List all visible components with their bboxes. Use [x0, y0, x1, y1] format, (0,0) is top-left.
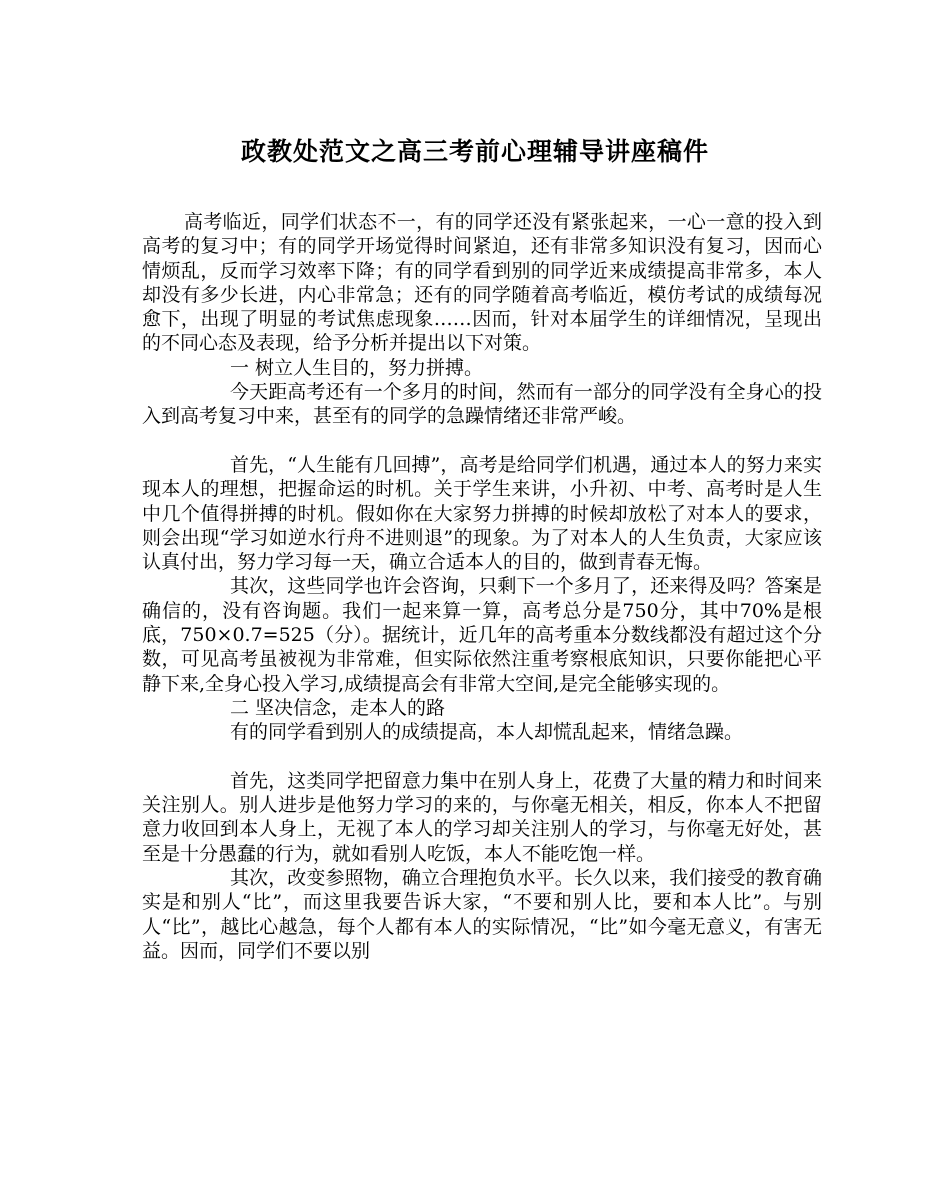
document-body — [142, 210, 822, 963]
section-2-heading: 二 坚决信念，走本人的路 — [230, 696, 446, 719]
intro-paragraph: 高考临近，同学们状态不一，有的同学还没有紧张起来，一心一意的投入到高考的复习中；有的同学开场觉得时间紧迫，还有非常多知识没有复习，因而心情烦乱，反而学习效率下降；有的同学看到别的同学近来成绩提高非常多，本人却没有多少长进，内心非常急；还有的同学随着高考临近，模仿考试的成绩每况愈下，出现了明显的考试焦虑现象……因而，针对本届学生的详细情况，呈现出的不同心态及表现，给予分析并提出以下对策。 — [142, 211, 822, 355]
document-title: 政教处范文之高三考前心理辅导讲座稿件 — [240, 137, 709, 166]
section-2-lead: 有的同学看到别人的成绩提高，本人却慌乱起来，情绪急躁。 — [230, 721, 744, 744]
blank-line — [142, 745, 822, 769]
section-2-point-1: 首先，这类同学把留意力集中在别人身上，花费了大量的精力和时间来关注别人。别人进步是他努力学习的来的，与你毫无相关，相反，你本人不把留意力收回到本人身上，无视了本人的学习却关注别人的学习，与你毫无好处，甚至是十分愚蠢的行为，就如看别人吃饭，本人不能吃饱一样。 — [142, 769, 822, 865]
blank-line — [142, 429, 822, 453]
section-1-heading: 一 树立人生目的，努力拼搏。 — [230, 356, 484, 379]
section-1-point-2: 其次，这些同学也许会咨询，只剩下一个多月了，还来得及吗？答案是确信的，没有咨询题。我们一起来算一算，高考总分是750分，其中70%是根底，750×0.7=525（分）。据统计，近几年的高考重本分数线都没有超过这个分数，可见高考虽被视为非常难，但实际依然注重考察根底知识，只要你能把心平静下来,全身心投入学习,成绩提高会有非常大空间,是完全能够实现的。 — [142, 575, 822, 695]
section-1-point-1: 首先，“人生能有几回搏”，高考是给同学们机遇，通过本人的努力来实现本人的理想，把握命运的时机。关于学生来讲，小升初、中考、高考时是人生中几个值得拼搏的时机。假如你在大家努力拼搏的时候却放松了对本人的要求，则会出现“学习如逆水行舟不进则退”的现象。为了对本人的人生负责，大家应该认真付出，努力学习每一天，确立合适本人的目的，做到青春无悔。 — [142, 453, 822, 574]
section-2-point-2: 其次，改变参照物，确立合理抱负水平。长久以来，我们接受的教育确实是和别人“比”，而这里我要告诉大家，“不要和别人比，要和本人比”。与别人“比”，越比心越急，每个人都有本人的实际情况，“比”如今毫无意义，有害无益。因而，同学们不要以别 — [142, 867, 822, 962]
section-1-lead: 今天距高考还有一个多月的时间，然而有一部分的同学没有全身心的投入到高考复习中来，甚至有的同学的急躁情绪还非常严峻。 — [142, 381, 822, 428]
